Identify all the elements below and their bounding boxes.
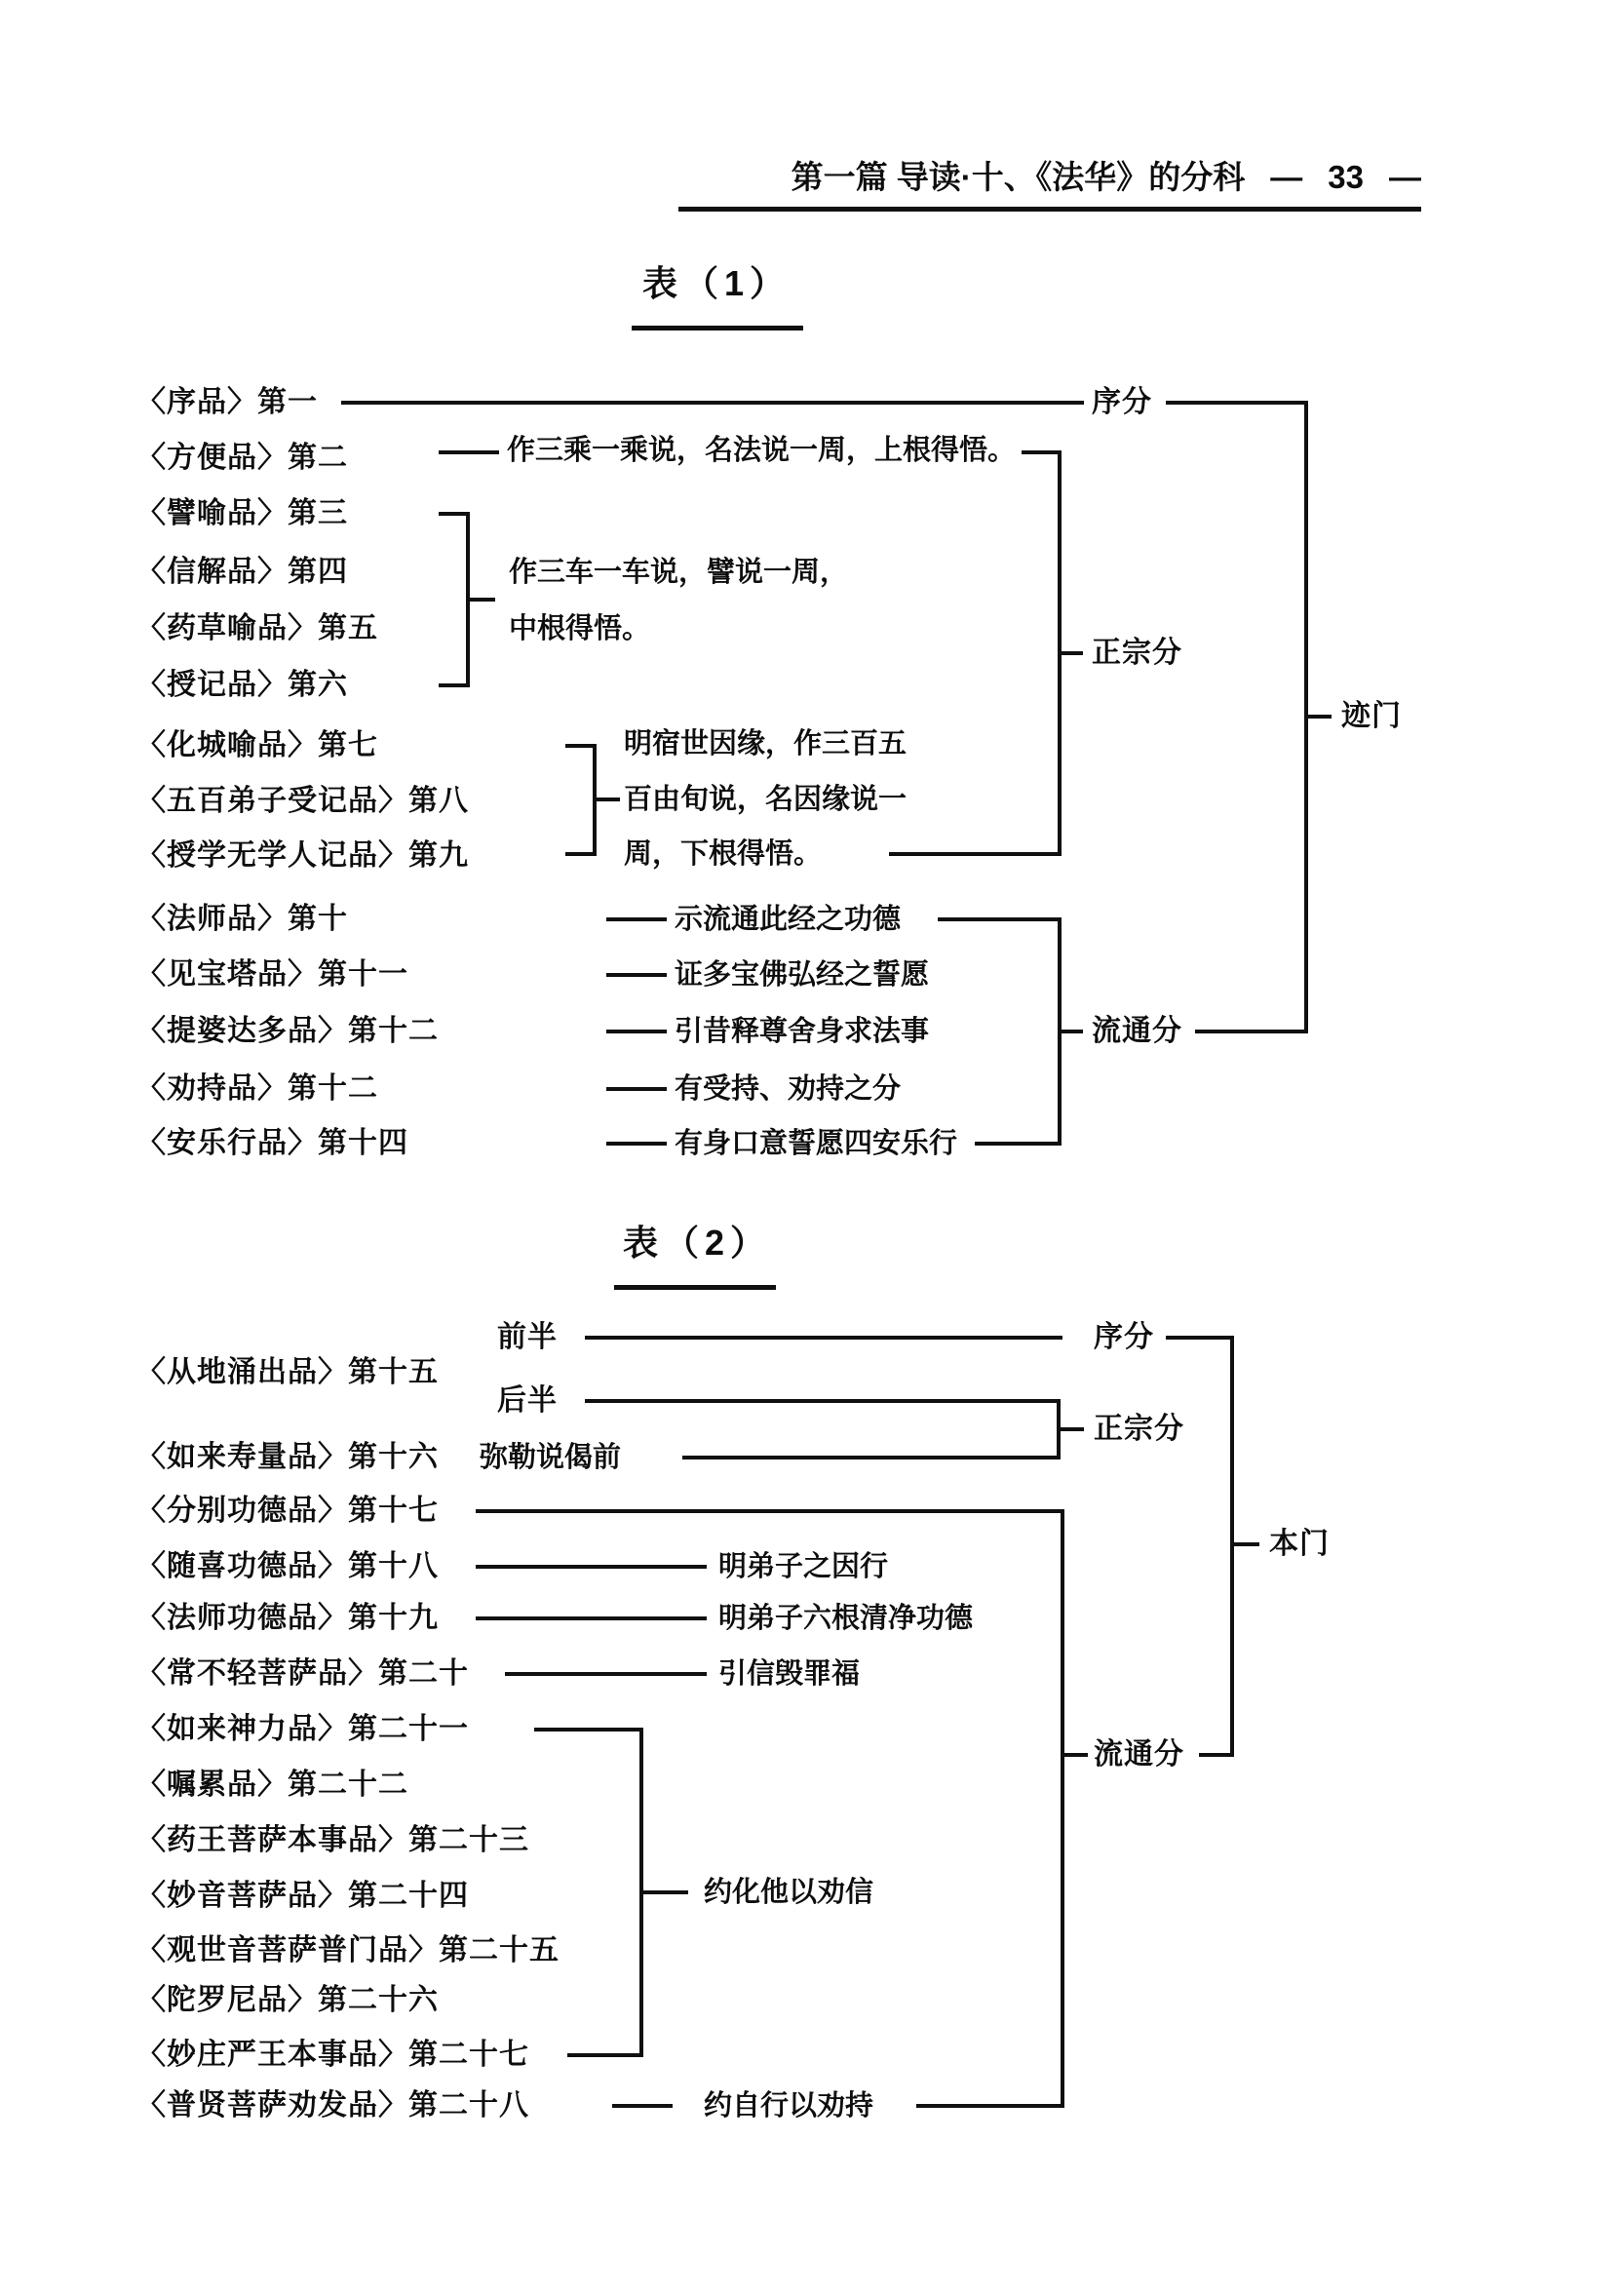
connector-line (1022, 450, 1058, 454)
bracket-tick (1234, 1542, 1259, 1546)
t1-annotation-ch7-9-line3: 周，下根得悟。 (624, 838, 823, 870)
t2-chapter-24: 〈妙音菩萨品〉第二十四 (136, 1880, 469, 1912)
t1-chapter-11: 〈见宝塔品〉第十一 (136, 958, 408, 991)
connector-line (606, 1087, 667, 1091)
header-dash-left: — (1270, 159, 1303, 195)
t2-chapter-19: 〈法师功德品〉第十九 (136, 1602, 439, 1634)
connector-line (439, 450, 499, 454)
t2-chapter-16: 〈如来寿量品〉第十六 (136, 1441, 439, 1473)
t1-chapter-9: 〈授学无学人记品〉第九 (136, 839, 469, 872)
t1-annotation-ch13: 有受持、劝持之分 (675, 1073, 902, 1105)
header-section-title: 第一篇 导读·十、《法华》的分科 (791, 159, 1246, 195)
bracket-tick (1062, 1030, 1083, 1033)
t1-label-jimen: 迹门 (1341, 700, 1402, 732)
t1-chapter-3: 〈譬喻品〉第三 (136, 497, 348, 529)
table2-title-underline (614, 1285, 776, 1290)
bracket-tick (470, 598, 495, 602)
t1-chapter-13: 〈劝持品〉第十二 (136, 1072, 378, 1105)
bracket-arm (565, 744, 593, 748)
t2-chapter-23: 〈药王菩萨本事品〉第二十三 (136, 1824, 529, 1856)
t1-chapter-2: 〈方便品〉第二 (136, 442, 348, 474)
bracket-line (1230, 1336, 1234, 1757)
t2-annotation-ch28: 约自行以劝持 (704, 2090, 874, 2121)
connector-line (534, 1728, 639, 1732)
t2-chapter-21: 〈如来神力品〉第二十一 (136, 1713, 469, 1745)
connector-line (916, 2104, 1061, 2108)
connector-line (612, 2104, 673, 2108)
t1-annotation-ch7-9-line1: 明宿世因缘，作三百五 (624, 728, 908, 759)
connector-line (567, 2053, 639, 2057)
t2-label-zhengzongfen: 正宗分 (1094, 1413, 1184, 1445)
bracket-tick (597, 798, 620, 801)
t2-annotation-ch20: 引信毁罪福 (718, 1658, 861, 1690)
t1-annotation-ch12: 引昔释尊舍身求法事 (675, 1016, 930, 1047)
t2-annotation-ch21-27: 约化他以劝信 (704, 1877, 874, 1908)
connector-line (682, 1456, 1057, 1459)
t2-back-half: 后半 (497, 1384, 558, 1417)
t1-annotation-ch2: 作三乘一乘说，名法说一周，上根得悟。 (507, 435, 1017, 466)
connector-line (1166, 401, 1304, 405)
t1-chapter-8: 〈五百弟子受记品〉第八 (136, 785, 469, 817)
t1-chapter-14: 〈安乐行品〉第十四 (136, 1127, 408, 1159)
bracket-tick (1061, 1427, 1084, 1431)
table1-title: 表（1） (641, 263, 792, 303)
header-underline (678, 207, 1421, 212)
t2-chapter-25: 〈观世音菩萨普门品〉第二十五 (136, 1934, 560, 1966)
connector-line (585, 1336, 1062, 1340)
t2-front-half: 前半 (497, 1321, 558, 1353)
connector-line (505, 1672, 707, 1676)
connector-line (606, 1030, 667, 1033)
t2-chapter-28: 〈普贤菩萨劝发品〉第二十八 (136, 2089, 529, 2121)
t1-chapter-10: 〈法师品〉第十 (136, 903, 348, 935)
connector-line (476, 1565, 707, 1569)
connector-line (585, 1399, 1057, 1403)
bracket-arm (565, 852, 593, 856)
t2-chapter-26: 〈陀罗尼品〉第二十六 (136, 1984, 439, 2016)
connector-line (1195, 1030, 1304, 1033)
t2-chapter-27: 〈妙庄严王本事品〉第二十七 (136, 2039, 529, 2071)
t1-chapter-12: 〈提婆达多品〉第十二 (136, 1015, 439, 1047)
t1-chapter-1: 〈序品〉第一 (136, 386, 318, 418)
t1-annotation-ch3-6-line1: 作三车一车说，譬说一周， (509, 557, 849, 588)
t1-annotation-ch14: 有身口意誓愿四安乐行 (675, 1128, 958, 1159)
connector-line (476, 1509, 1064, 1513)
t1-chapter-4: 〈信解品〉第四 (136, 556, 348, 588)
table1-title-underline (632, 326, 803, 331)
t1-label-zhengzongfen: 正宗分 (1092, 637, 1182, 669)
t2-annotation-ch19: 明弟子六根清净功德 (718, 1603, 974, 1634)
bracket-tick (643, 1890, 688, 1894)
page-header (792, 152, 1421, 198)
header-page-number: 33 (1328, 159, 1364, 195)
table2-title: 表（2） (622, 1223, 772, 1263)
connector-line (889, 852, 1058, 856)
bracket-tick (1062, 651, 1083, 655)
t2-label-xufen: 序分 (1094, 1321, 1154, 1353)
bracket-tick (1308, 715, 1332, 719)
t1-chapter-5: 〈药草喻品〉第五 (136, 612, 378, 644)
connector-line (476, 1616, 707, 1620)
bracket-arm (439, 512, 466, 516)
t1-label-liutongfen: 流通分 (1092, 1015, 1182, 1047)
bracket-tick (1064, 1753, 1088, 1757)
connector-line (1166, 1336, 1230, 1340)
connector-line (1199, 1753, 1230, 1757)
connector-line (975, 1142, 1058, 1146)
header-dash-right: — (1389, 159, 1421, 195)
t2-label-liutongfen: 流通分 (1094, 1738, 1184, 1771)
t1-annotation-ch7-9-line2: 百由旬说，名因缘说一 (624, 784, 908, 815)
bracket-arm (439, 683, 466, 687)
t1-annotation-ch3-6-line2: 中根得悟。 (509, 613, 651, 644)
connector-line (606, 917, 667, 921)
t2-chapter-20: 〈常不轻菩萨品〉第二十 (136, 1657, 469, 1690)
bracket-line (1061, 1509, 1064, 2108)
t2-label-benmen: 本门 (1269, 1528, 1330, 1560)
t2-chapter-15: 〈从地涌出品〉第十五 (136, 1356, 439, 1388)
t2-annotation-ch16: 弥勒说偈前 (480, 1442, 622, 1473)
t2-annotation-ch18: 明弟子之因行 (718, 1551, 889, 1582)
connector-line (606, 1142, 667, 1146)
connector-line (938, 917, 1058, 921)
t1-chapter-7: 〈化城喻品〉第七 (136, 729, 378, 761)
connector-line (341, 401, 1084, 405)
t2-chapter-17: 〈分别功德品〉第十七 (136, 1495, 439, 1527)
t1-annotation-ch11: 证多宝佛弘经之誓愿 (675, 959, 930, 991)
t1-label-xufen: 序分 (1092, 386, 1152, 418)
t1-annotation-ch10: 示流通此经之功德 (675, 904, 902, 935)
t1-chapter-6: 〈授记品〉第六 (136, 669, 348, 701)
t2-chapter-22: 〈嘱累品〉第二十二 (136, 1769, 408, 1801)
connector-line (606, 973, 667, 977)
t2-chapter-18: 〈随喜功德品〉第十八 (136, 1550, 439, 1582)
